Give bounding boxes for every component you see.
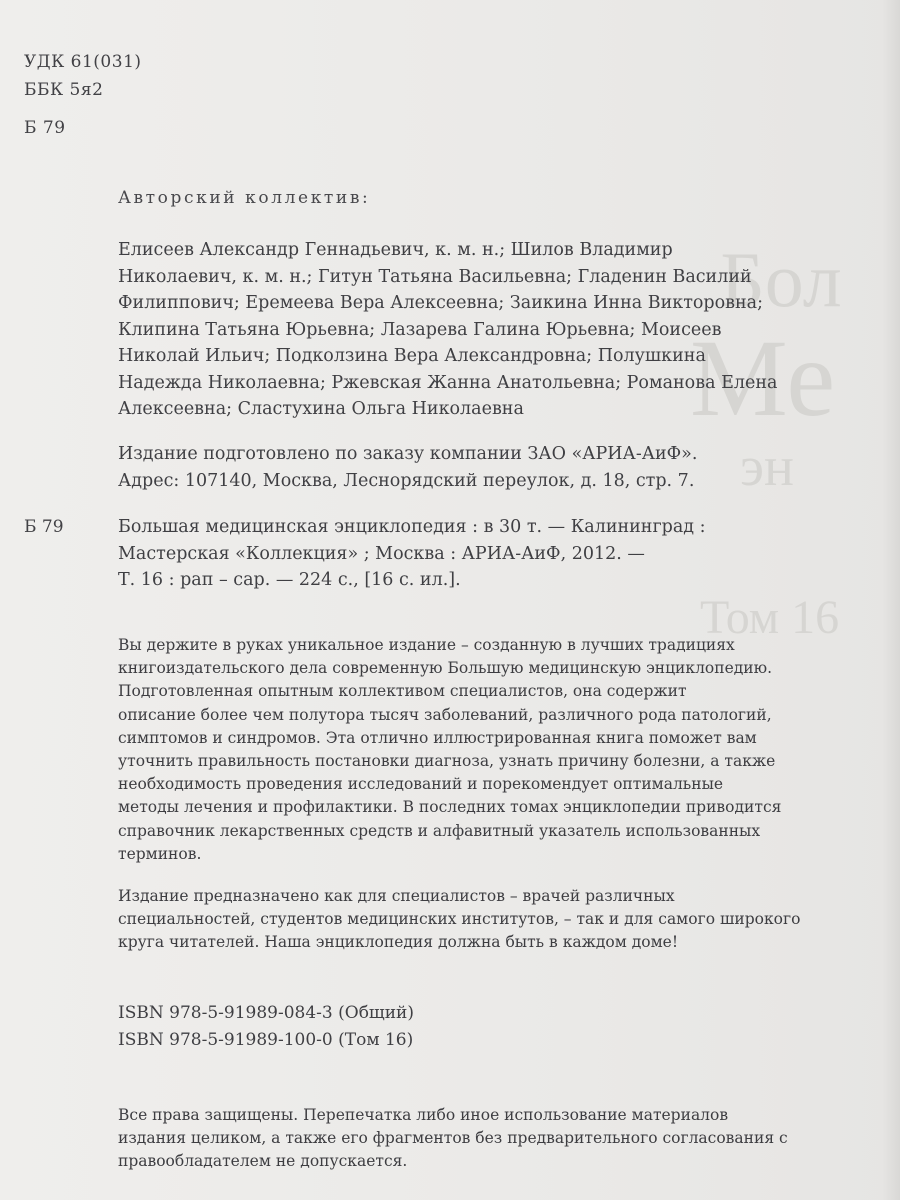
authors-line: Николаевич, к. м. н.; Гитун Татьяна Васильевна; Гладенин Василий	[118, 266, 752, 287]
annotation-line: круга читателей. Наша энциклопедия должна быть в каждом доме!	[118, 933, 679, 952]
isbn-block	[118, 1000, 414, 1054]
authors-line: Елисеев Александр Геннадьевич, к. м. н.; Шилов Владимир	[118, 240, 673, 260]
copyright-notice	[118, 1104, 788, 1174]
authors-line: Николай Ильич; Подколзина Вера Александровна; Полушкина	[118, 346, 706, 366]
page-edge-shadow	[882, 0, 900, 1200]
annotation-line: уточнить правильность постановки диагноза, узнать причину болезни, а также	[118, 752, 776, 771]
annotation-paragraph-1	[118, 634, 781, 866]
bibliographic-line: Большая медицинская энциклопедия : в 30 т. — Калининград :	[118, 517, 706, 537]
authors-line: Филиппович; Еремеева Вера Алексеевна; Заикина Инна Викторовна;	[118, 293, 763, 313]
copyright-line: Все права защищены. Перепечатка либо иное использование материалов	[118, 1106, 729, 1124]
bibliographic-mark: Б 79	[24, 517, 64, 537]
bbk-code: ББК 5я2	[24, 80, 104, 100]
udk-code: УДК 61(031)	[24, 52, 142, 72]
show-through-text-1: Бол	[720, 236, 842, 323]
annotation-line: Вы держите в руках уникальное издание – созданную в лучших традициях	[118, 636, 735, 654]
publisher-info	[118, 441, 697, 494]
authors-heading: Авторский коллектив:	[118, 188, 371, 208]
publisher-address: Адрес: 107140, Москва, Леснорядский переулок, д. 18, стр. 7.	[118, 470, 695, 491]
annotation-line: методы лечения и профилактики. В последних томах энциклопедии приводится	[118, 798, 782, 817]
isbn-general: ISBN 978-5-91989-084-3 (Общий)	[118, 1003, 415, 1023]
show-through-text-2: Ме	[690, 317, 836, 439]
annotation-line: справочник лекарственных средств и алфавитный указатель использованных	[118, 821, 761, 840]
show-through-text-3: эн	[740, 436, 795, 498]
copyright-line: правообладателем не допускается.	[118, 1152, 408, 1171]
author-mark: Б 79	[24, 118, 66, 138]
authors-list	[118, 237, 818, 423]
copyright-line: издания целиком, а также его фрагментов без предварительного согласования с	[118, 1129, 788, 1148]
annotation-line: Подготовленная опытным коллективом специалистов, она содержит	[118, 682, 687, 701]
authors-line: Алексеевна; Сластухина Ольга Николаевна	[118, 399, 524, 419]
annotation-line: симптомов и синдромов. Эта отлично иллюстрированная книга поможет вам	[118, 728, 757, 747]
isbn-volume: ISBN 978-5-91989-100-0 (Том 16)	[118, 1030, 414, 1050]
annotation-line: книгоиздательского дела современную Большую медицинскую энциклопедию.	[118, 659, 773, 678]
annotation-line: описание более чем полутора тысяч заболеваний, различного рода патологий,	[118, 705, 772, 724]
bibliographic-line: Т. 16 : рап – сар. — 224 с., [16 с. ил.].	[118, 570, 461, 590]
annotation-line: терминов.	[118, 844, 202, 863]
authors-line: Надежда Николаевна; Ржевская Жанна Анатольевна; Романова Елена	[118, 372, 778, 393]
annotation-line: Издание предназначено как для специалистов – врачей различных	[118, 887, 675, 905]
show-through-text-4: Том 16	[700, 591, 840, 644]
authors-line: Клипина Татьяна Юрьевна; Лазарева Галина Юрьевна; Моисеев	[118, 319, 722, 340]
publisher-line: Издание подготовлено по заказу компании ЗАО «АРИА-АиФ».	[118, 444, 698, 464]
annotation-paragraph-2	[118, 885, 800, 955]
bibliographic-line: Мастерская «Коллекция» ; Москва : АРИА-АиФ, 2012. —	[118, 543, 645, 564]
bibliographic-record	[118, 514, 706, 594]
annotation-line: специальностей, студентов медицинских институтов, – так и для самого широкого	[118, 910, 801, 929]
annotation-line: необходимость проведения исследований и порекомендует оптимальные	[118, 775, 724, 794]
